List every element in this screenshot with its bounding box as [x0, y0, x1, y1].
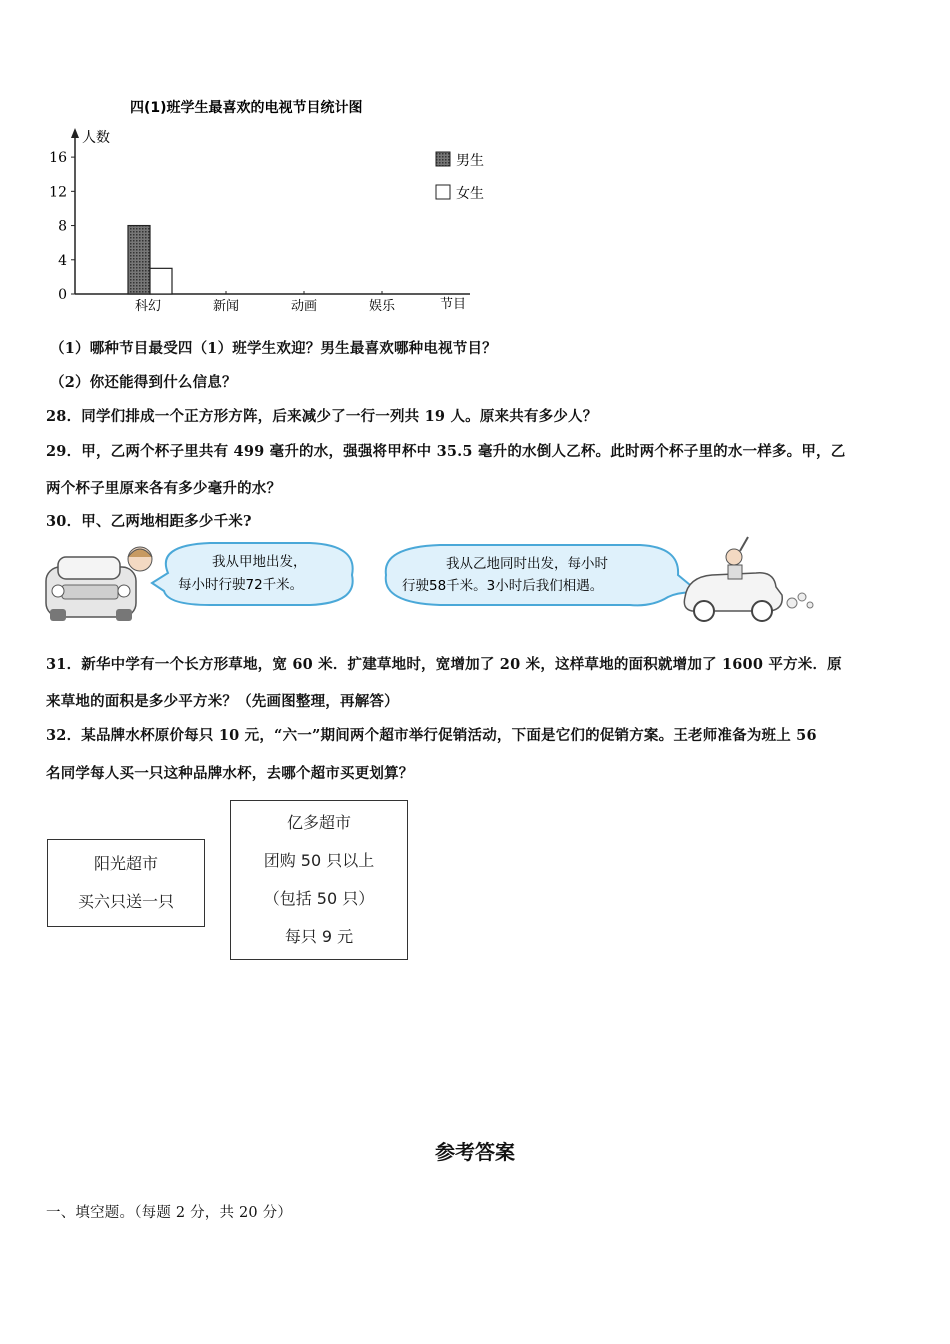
- store-b-name: 亿多超市: [286, 813, 351, 832]
- store-box-yangguang: [47, 839, 205, 927]
- question-29-line1: 29．甲，乙两个杯子里共有 499 毫升的水，强强将甲杯中 35.5 毫升的水倒人乙杯。此时两个杯子里的水一样多。甲，乙: [46, 443, 846, 460]
- legend-swatch-girls: [436, 185, 450, 199]
- y-axis-arrow: [71, 128, 79, 138]
- x-tick-label: 动画: [290, 299, 318, 314]
- y-ticks: [49, 150, 75, 303]
- store-b-line3: 每只 9 元: [284, 927, 354, 946]
- illustration-svg: [40, 535, 820, 625]
- store-a-name: 阳光超市: [93, 854, 158, 873]
- question-29-line2: 两个杯子里原来各有多少毫升的水？: [46, 480, 282, 497]
- x-tick-label: 科幻: [134, 299, 162, 314]
- y-tick-label: 12: [49, 184, 67, 201]
- question-28: 28．同学们排成一个正方形方阵，后来减少了一行一列共 19 人。原来共有多少人？: [46, 408, 598, 425]
- bar-chart: [40, 90, 510, 325]
- y-tick-label: 0: [58, 287, 67, 303]
- question-32-line1: 32．某品牌水杯原价每只 10 元，“六一”期间两个超市举行促销活动，下面是它们的促销方案。王老师准备为班上 56: [46, 727, 817, 744]
- x-tick-label: 娱乐: [368, 299, 396, 314]
- bubble-right-line2: 行驶58千米。3小时后我们相遇。: [402, 578, 604, 594]
- question-31-line1: 31．新华中学有一个长方形草地，宽 60 米．扩建草地时，宽增加了 20 米，这样草地的面积就增加了 1600 平方米．原: [46, 656, 842, 673]
- bars: [128, 226, 172, 294]
- question-2: （2）你还能得到什么信息？: [50, 374, 237, 391]
- bubble-right-line1: 我从乙地同时出发，每小时: [446, 556, 608, 572]
- legend-label-girls: 女生: [456, 186, 484, 202]
- store-box-yiduo: [230, 800, 408, 960]
- legend-swatch-boys: [436, 152, 450, 166]
- bubble-left-line2: 每小时行驶72千米。: [178, 577, 304, 593]
- chart-title: 四(1)班学生最喜欢的电视节目统计图: [130, 100, 363, 116]
- bar-girls-0: [150, 268, 172, 294]
- x-axis-label: 节目: [440, 297, 467, 312]
- y-tick-label: 4: [58, 252, 67, 269]
- store-b-line1: 团购 50 只以上: [263, 851, 375, 870]
- question-30: 30．甲、乙两地相距多少千米?: [46, 513, 252, 530]
- answers-title: 参考答案: [435, 1140, 515, 1164]
- speech-bubble-left: [152, 543, 353, 605]
- question-31-line2: 来草地的面积是多少平方米？（先画图整理，再解答）: [46, 693, 399, 710]
- bar-boys-0: [128, 226, 150, 294]
- legend-label-boys: 男生: [456, 153, 484, 169]
- answers-section-1: 一、填空题。（每题 2 分，共 20 分）: [46, 1205, 293, 1221]
- travel-illustration: [40, 535, 820, 625]
- car-right-icon: [684, 537, 813, 621]
- y-tick-label: 8: [58, 218, 67, 235]
- x-tick-label: 新闻: [212, 299, 240, 314]
- y-axis-label: 人数: [82, 130, 110, 146]
- question-32-line2: 名同学每人买一只这种品牌水杯，去哪个超市买更划算？: [46, 765, 414, 782]
- y-tick-label: 16: [49, 150, 67, 167]
- bubble-left-line1: 我从甲地出发，: [212, 554, 307, 570]
- question-1: （1）哪种节目最受四（1）班学生欢迎？男生最喜欢哪种电视节目？: [50, 340, 497, 357]
- store-b-line2: （包括 50 只）: [263, 889, 375, 908]
- store-a-offer: 买六只送一只: [77, 892, 174, 911]
- car-left-icon: [46, 547, 152, 621]
- speech-bubble-right: [386, 545, 700, 605]
- chart-svg: [40, 90, 510, 325]
